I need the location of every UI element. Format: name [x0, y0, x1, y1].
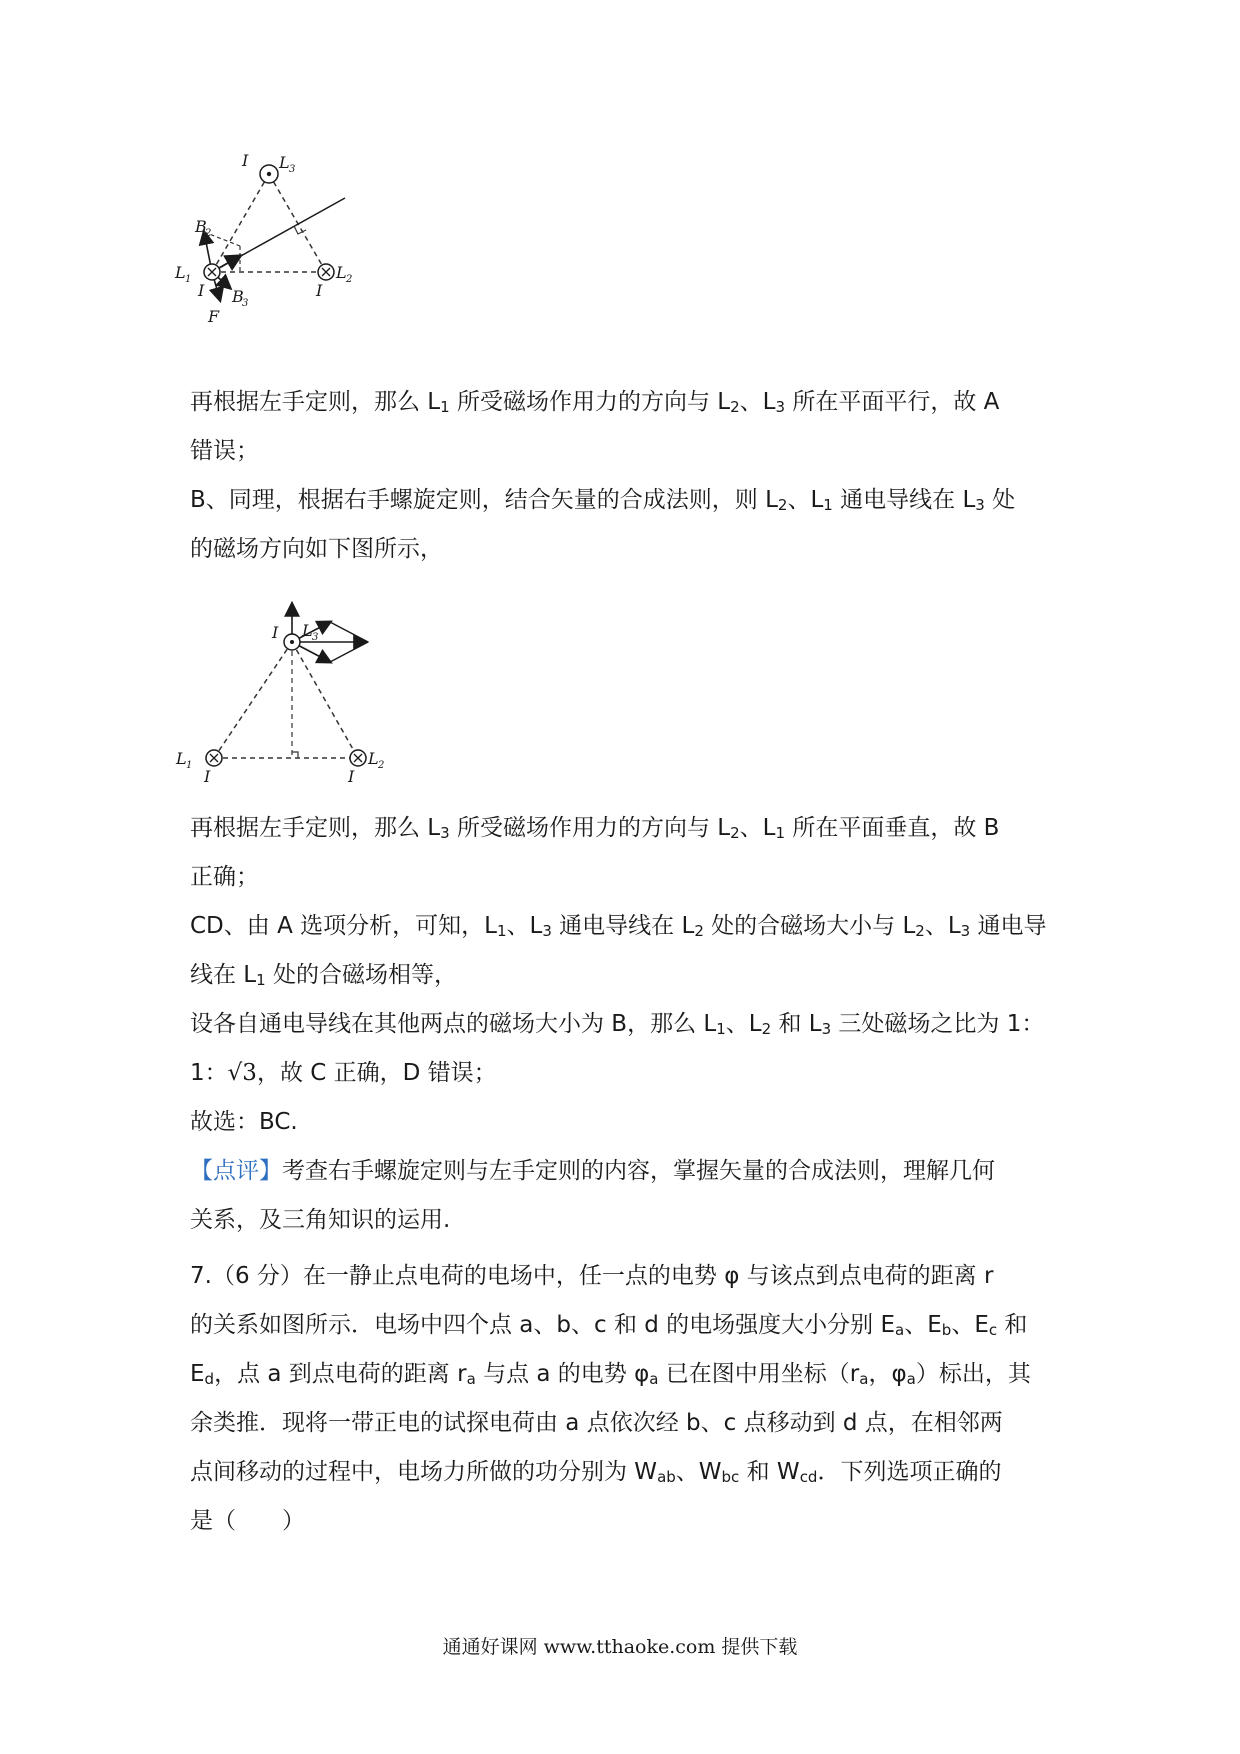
label-b2: B — [195, 217, 207, 236]
right-angle-mark — [294, 226, 306, 234]
dashed-edge-l1-l3 — [214, 642, 292, 758]
label-b3: B — [232, 287, 244, 306]
label-b2-sub: 2 — [205, 228, 212, 239]
label-i-top: I — [242, 151, 249, 170]
label-l3: L — [302, 621, 313, 640]
page-footer: 通通好课网 www.tthaoke.com 提供下载 — [442, 1636, 798, 1658]
label-i-right: I — [316, 281, 323, 300]
label-l1: L — [175, 263, 186, 282]
label-l3-sub: 3 — [289, 164, 296, 175]
label-l2: L — [336, 263, 347, 282]
question-7: 7.（6 分）在一静止点电荷的电场中，任一点的电势 φ 与该点到点电荷的距离 r 的关系如图所示．电场中四个点 a、b、c 和 d 的电场强度大小分别 $E_a$、$E_b$、$E_c$ 和 $E_d$，点 a 到点电荷的距离 $r_a$ 与点 a 的电势 $\varphi_a$ 已在图中用坐标（$r_a$，$\varphi_a$）标出，其 余类推．现将一带正电的试探电荷由 a 点依次经 b、c 点移动到 d 点，在相邻两 点间移动的过程中，电场力所做的功分别为 $W_{ab}$、$W_{bc}$ 和 $W_{cd}$．下列选项正确的 是（ ） — [190, 1263, 1031, 1534]
explanation-b: B、同理，根据右手螺旋定则，结合矢量的合成法则，则 $L_2$、$L_1$ 通电导线在 $L_3$ 处 的磁场方向如下图所示， — [190, 487, 1016, 562]
figure-2-svg — [176, 598, 430, 788]
label-b3-sub: 3 — [242, 298, 249, 309]
label-l2: L — [368, 749, 379, 768]
label-l1-sub: 1 — [186, 760, 193, 771]
figure-1-svg — [175, 151, 430, 375]
label-i-right: I — [348, 767, 355, 786]
label-i-left: I — [198, 281, 205, 300]
figure-1-diagram — [175, 151, 430, 375]
wire-l3-dot — [290, 640, 294, 644]
label-l3: L — [279, 153, 290, 172]
wire-l3-dot — [267, 172, 271, 176]
figure-2-diagram — [176, 598, 430, 788]
explanation-a: 再根据左手定则，那么 $L_1$ 所受磁场作用力的方向与 $L_2$、$L_3$ 所在平面平行，故 A 错误； — [190, 389, 1000, 464]
label-i-top: I — [272, 623, 279, 642]
label-l2-sub: 2 — [378, 760, 385, 771]
label-l1: L — [176, 749, 187, 768]
dashed-edge-l3-l2 — [269, 174, 326, 272]
label-l3-sub: 3 — [312, 632, 319, 643]
dashed-edge-l1-l3 — [212, 174, 269, 272]
label-f: F — [208, 307, 220, 326]
parallelogram-edge — [330, 622, 368, 642]
label-i-left: I — [204, 767, 211, 786]
parallelogram-edge — [330, 642, 368, 662]
explanation-b-cd: 再根据左手定则，那么 $L_3$ 所受磁场作用力的方向与 $L_2$、$L_1$ 所在平面垂直，故 B 正确； CD、由 A 选项分析，可知，$L_1$、$L_3$ 通电导线在 $L_2$ 处的合磁场大小与 $L_2$、$L_3$ 通电导 线在 $L_1$ 处的合磁场相等， 设各自通电导线在其他两点的磁场大小为 B，那么 $L_1$、$L_2$ 和 $L_3$ 三处磁场之比为 1： 1：√3，故 C 正确，D 错误； 故选：BC. 【点评】考查右手螺旋定则与左手定则的内容，掌握矢量的合成法则，理解几何 关系，及三角知识的运用. — [190, 815, 1047, 1233]
label-l1-sub: 1 — [185, 274, 192, 285]
label-l2-sub: 2 — [346, 274, 353, 285]
right-angle-mark — [292, 752, 298, 758]
sqrt-three: √3 — [227, 1060, 257, 1086]
comment-tag: 【点评】 — [190, 1158, 282, 1184]
